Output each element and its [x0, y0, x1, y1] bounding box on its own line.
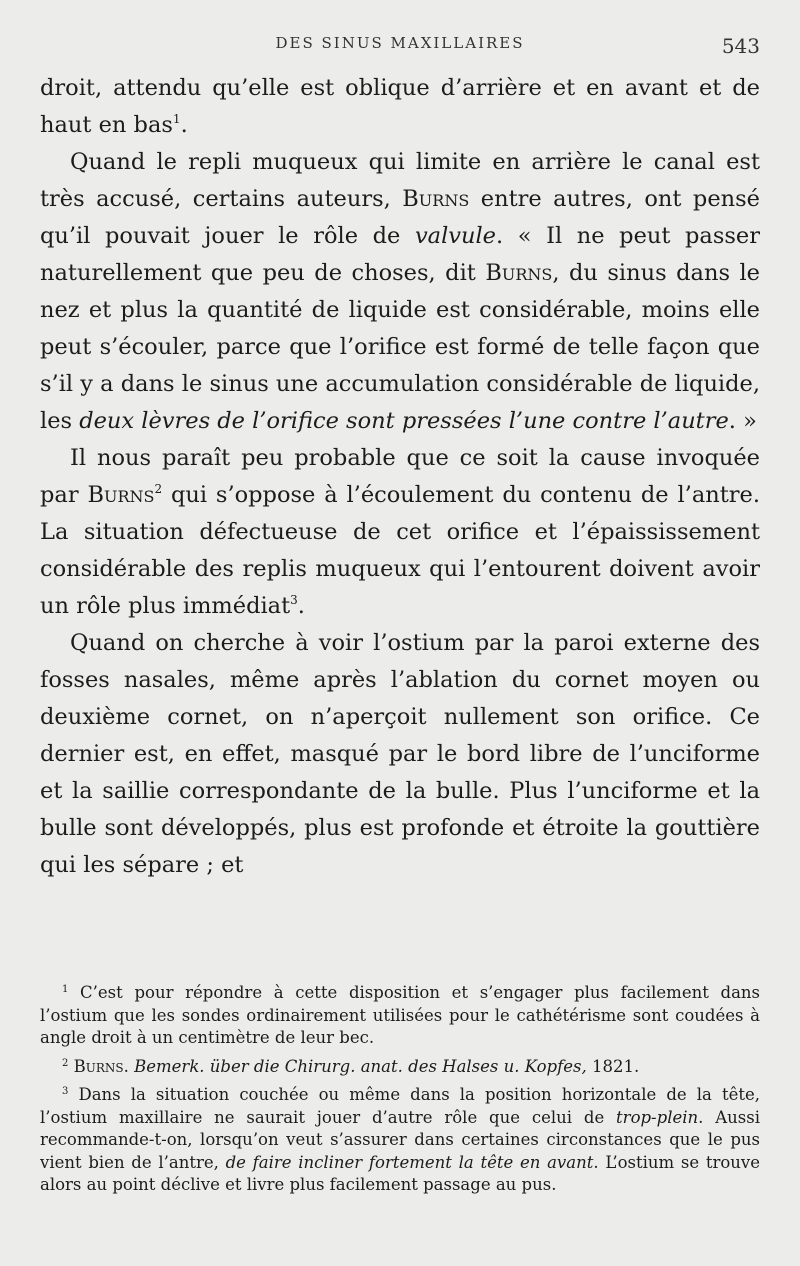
p2-text-d: , du sinus dans le nez et plus la quantité de liquide est considérable, moins elle peut s’écouler, parce que l’orifice est formé de telle façon que s’il y a dans le sinus une accumulation considérable de liquide, les — [40, 260, 761, 434]
paragraph-1 — [40, 70, 760, 144]
footnote-2-author: Burns — [73, 1056, 124, 1076]
author-name: Burns — [87, 482, 155, 508]
p2-text-b: entre autres, ont pensé qu’il pouvait jouer le rôle de — [40, 186, 760, 249]
footnotes — [40, 982, 760, 1203]
footnote-marker: 1 — [62, 984, 69, 995]
footnote-3-text-b: . Aussi recommande-t-on, lorsqu’on veut s’assurer dans certaines circonstances que le pus vient bien de l’antre, — [40, 1107, 760, 1172]
running-title: DES SINUS MAXILLAIRES — [275, 34, 525, 52]
paragraph-1-end: . — [180, 112, 188, 138]
page-header — [40, 34, 760, 60]
footnote-ref-1: 1 — [172, 112, 181, 126]
p2-text-a: Quand le repli muqueux qui limite en arrière le canal est très accusé, certains auteurs, — [40, 149, 760, 212]
page-number: 543 — [721, 34, 760, 58]
footnote-1-text: C’est pour répondre à cette disposition et s’engager plus facilement dans l’ostium que les sondes ordinairement utilisées pour le cathétérisme sont coudées à angle droit à un centimètre de leur bec. — [40, 983, 761, 1047]
footnote-3 — [40, 1084, 760, 1197]
footnote-marker: 2 — [62, 1057, 69, 1069]
author-name: Burns — [402, 186, 470, 212]
p2-text-c: . « Il ne peut passer naturellement que peu de choses, dit — [40, 223, 760, 286]
author-name: Burns — [485, 260, 553, 286]
footnote-2-text-a: . — [123, 1056, 135, 1076]
paragraph-2 — [40, 144, 760, 440]
p2-text-e: . » — [728, 408, 757, 434]
paragraph-3 — [40, 440, 760, 625]
paragraph-1-text: droit, attendu qu’elle est oblique d’arrière et en avant et de haut en bas — [40, 75, 760, 138]
footnote-3-text-c: . L’ostium se trouve alors au point déclive et livre plus facilement passage au pus. — [40, 1152, 760, 1194]
footnote-2-title: Bemerk. über die Chirurg. anat. des Halses u. Kopfes, — [134, 1056, 587, 1076]
footnote-ref-3: 3 — [290, 593, 298, 607]
footnote-2 — [40, 1056, 760, 1079]
footnote-2-year: 1821. — [586, 1056, 640, 1076]
p2-emphasis-valvule: valvule — [414, 223, 496, 249]
body-text — [40, 70, 760, 884]
p2-emphasis-quote: deux lèvres de l’orifice sont pressées l’une contre l’autre — [79, 408, 729, 434]
footnote-1 — [40, 982, 760, 1050]
footnote-3-text-a: Dans la situation couchée ou même dans la position horizontale de la tête, l’ostium maxillaire ne saurait jouer d’autre rôle que celui de — [40, 1085, 760, 1127]
footnote-ref-2: 2 — [154, 482, 163, 496]
p3-text-b: qui s’oppose à l’écoulement du contenu de l’antre. La situation défectueuse de cet orifice et l’épaississement considérable des replis muqueux qui l’entourent doivent avoir un rôle plus immédiat — [40, 482, 760, 619]
footnote-3-emphasis-2: de faire incliner fortement la tête en avant — [225, 1152, 594, 1172]
paragraph-4: Quand on cherche à voir l’ostium par la paroi externe des fosses nasales, même après l’ablation du cornet moyen ou deuxième cornet, on n’aperçoit nullement son orifice. Ce dernier est, en effet, masqué par le bord libre de l’unciforme et la saillie correspondante de la bulle. Plus l’unciforme et la bulle sont développés, plus est profonde et étroite la gouttière qui les sépare ; et — [40, 630, 760, 878]
p3-text-c: . — [297, 593, 305, 619]
p3-text-a: Il nous paraît peu probable que ce soit la cause invoquée par — [40, 445, 760, 508]
footnote-marker: 3 — [62, 1086, 69, 1097]
footnote-3-emphasis-1: trop-plein — [616, 1107, 699, 1127]
